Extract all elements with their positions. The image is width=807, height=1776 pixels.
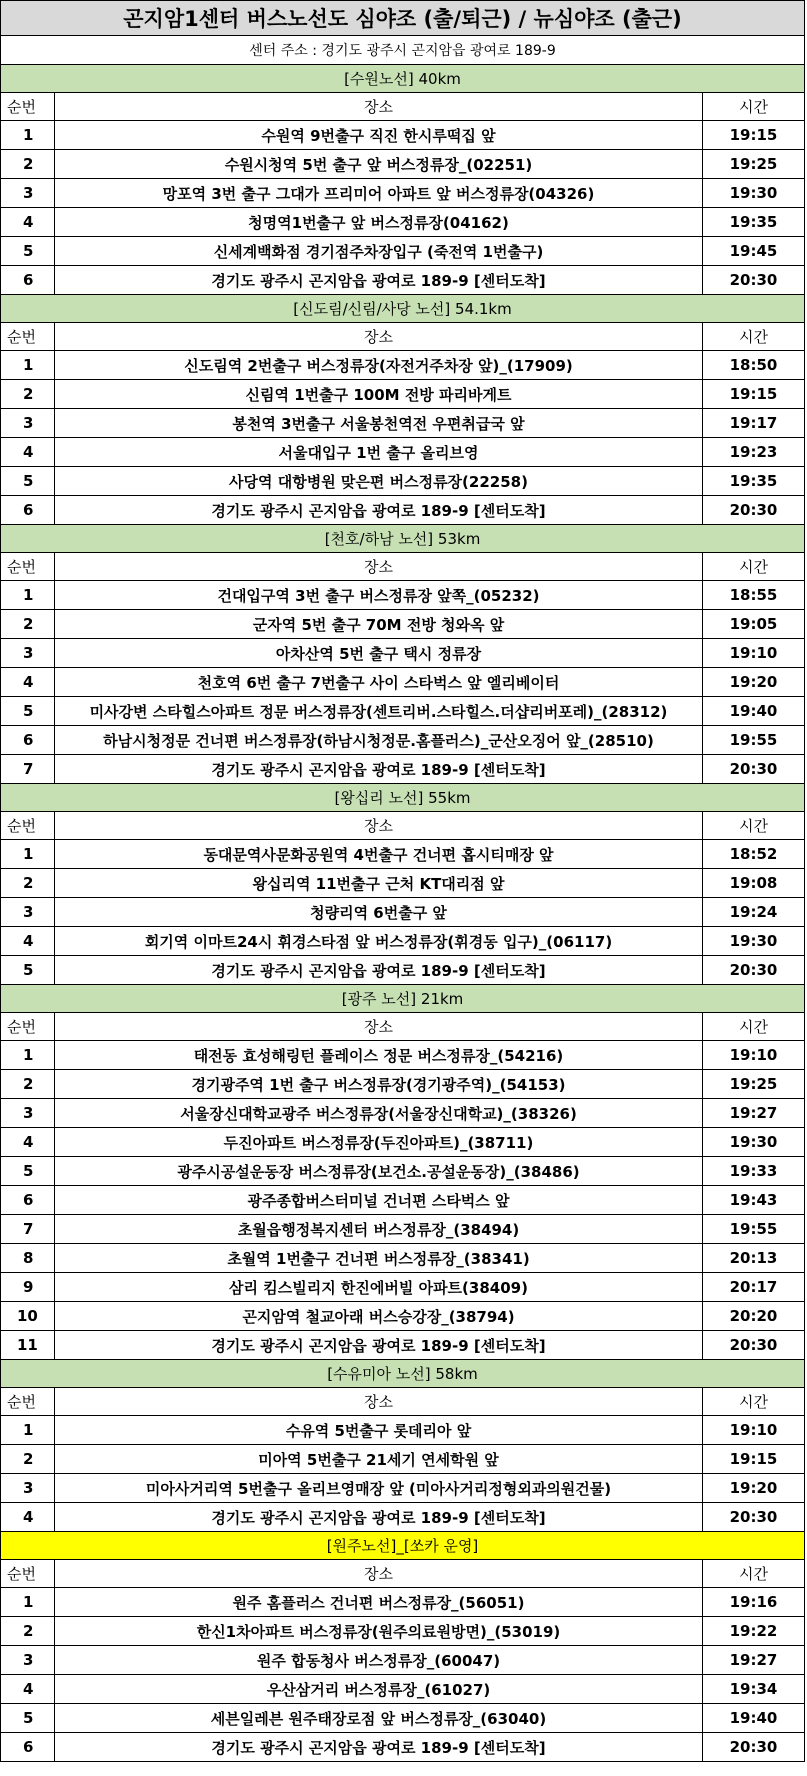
stop-place: 수유역 5번출구 롯데리아 앞 [55,1416,703,1445]
stop-place: 서울장신대학교광주 버스정류장(서울장신대학교)_(38326) [55,1099,703,1128]
column-header-row [1,323,805,351]
stop-place: 경기도 광주시 곤지암읍 광여로 189-9 [센터도착] [55,755,703,784]
table-row [1,1733,805,1762]
stop-time: 19:15 [703,121,805,150]
title-row [1,1,805,36]
stop-time: 20:30 [703,1503,805,1532]
stop-place: 한신1차아파트 버스정류장(원주의료원방면)_(53019) [55,1617,703,1646]
stop-number: 6 [1,266,55,295]
stop-place: 미아역 5번출구 21세기 연세학원 앞 [55,1445,703,1474]
stop-place: 광주종합버스터미널 건너편 스타벅스 앞 [55,1186,703,1215]
stop-number: 10 [1,1302,55,1331]
stop-place: 천호역 6번 출구 7번출구 사이 스타벅스 앞 엘리베이터 [55,668,703,697]
stop-number: 1 [1,1588,55,1617]
stop-place: 경기광주역 1번 출구 버스정류장(경기광주역)_(54153) [55,1070,703,1099]
column-header-time: 시간 [703,93,805,121]
stop-time: 19:25 [703,150,805,179]
column-header-time: 시간 [703,553,805,581]
stop-place: 왕십리역 11번출구 근처 KT대리점 앞 [55,869,703,898]
stop-time: 20:30 [703,956,805,985]
stop-time: 18:52 [703,840,805,869]
stop-number: 5 [1,697,55,726]
column-header-no: 순번 [1,323,55,351]
stop-place: 광주시공설운동장 버스정류장(보건소.공설운동장)_(38486) [55,1157,703,1186]
stop-number: 11 [1,1331,55,1360]
stop-place: 원주 홈플러스 건너편 버스정류장_(56051) [55,1588,703,1617]
column-header-no: 순번 [1,553,55,581]
stop-number: 4 [1,1503,55,1532]
table-row [1,438,805,467]
stop-place: 경기도 광주시 곤지암읍 광여로 189-9 [센터도착] [55,496,703,525]
column-header-no: 순번 [1,812,55,840]
stop-number: 3 [1,179,55,208]
stop-time: 19:40 [703,697,805,726]
stop-time: 19:35 [703,467,805,496]
stop-time: 19:10 [703,1041,805,1070]
stop-number: 8 [1,1244,55,1273]
stop-time: 19:20 [703,668,805,697]
table-row [1,1416,805,1445]
table-row [1,1186,805,1215]
stop-time: 19:05 [703,610,805,639]
stop-number: 4 [1,927,55,956]
table-row [1,840,805,869]
stop-number: 2 [1,610,55,639]
table-row [1,956,805,985]
stop-number: 6 [1,496,55,525]
stop-time: 19:30 [703,927,805,956]
column-header-time: 시간 [703,1560,805,1588]
stop-time: 19:17 [703,409,805,438]
stop-number: 3 [1,1474,55,1503]
column-header-row [1,1560,805,1588]
stop-number: 1 [1,840,55,869]
table-row [1,208,805,237]
stop-number: 3 [1,409,55,438]
stop-number: 3 [1,639,55,668]
stop-place: 청량리역 6번출구 앞 [55,898,703,927]
stop-place: 미아사거리역 5번출구 올리브영매장 앞 (미아사거리정형외과의원건물) [55,1474,703,1503]
table-row [1,1474,805,1503]
stop-place: 망포역 3번 출구 그대가 프리미어 아파트 앞 버스정류장(04326) [55,179,703,208]
stop-time: 20:30 [703,1331,805,1360]
stop-time: 19:10 [703,1416,805,1445]
stop-place: 경기도 광주시 곤지암읍 광여로 189-9 [센터도착] [55,1503,703,1532]
route-name: [수유미아 노선] 58km [1,1360,805,1388]
stop-time: 19:55 [703,1215,805,1244]
column-header-place: 장소 [55,1013,703,1041]
stop-number: 3 [1,1099,55,1128]
table-row [1,1675,805,1704]
stop-place: 미사강변 스타힐스아파트 정문 버스정류장(센트리버.스타힐스.더샵리버포레)_(28312) [55,697,703,726]
stop-time: 18:50 [703,351,805,380]
stop-time: 19:24 [703,898,805,927]
table-row [1,237,805,266]
table-row [1,1617,805,1646]
stop-place: 신세계백화점 경기점주차장입구 (죽전역 1번출구) [55,237,703,266]
stop-number: 2 [1,1445,55,1474]
column-header-place: 장소 [55,323,703,351]
stop-time: 19:27 [703,1646,805,1675]
stop-number: 5 [1,1157,55,1186]
stop-place: 초월읍행정복지센터 버스정류장_(38494) [55,1215,703,1244]
stop-place: 경기도 광주시 곤지암읍 광여로 189-9 [센터도착] [55,266,703,295]
column-header-row [1,93,805,121]
center-address: 센터 주소 : 경기도 광주시 곤지암읍 광여로 189-9 [1,36,805,65]
table-row [1,1331,805,1360]
table-row [1,755,805,784]
column-header-no: 순번 [1,1013,55,1041]
table-row [1,1041,805,1070]
stop-time: 20:30 [703,496,805,525]
table-row [1,1445,805,1474]
stop-number: 2 [1,1617,55,1646]
address-row [1,36,805,65]
stop-time: 19:40 [703,1704,805,1733]
route-header [1,985,805,1013]
table-row [1,1244,805,1273]
table-row [1,869,805,898]
stop-time: 20:30 [703,755,805,784]
stop-number: 3 [1,1646,55,1675]
stop-number: 6 [1,726,55,755]
stop-number: 4 [1,1128,55,1157]
stop-time: 19:15 [703,1445,805,1474]
stop-time: 19:16 [703,1588,805,1617]
stop-place: 서울대입구 1번 출구 올리브영 [55,438,703,467]
stop-number: 5 [1,467,55,496]
stop-time: 19:27 [703,1099,805,1128]
column-header-row [1,1013,805,1041]
stop-place: 삼리 킴스빌리지 한진에버빌 아파트(38409) [55,1273,703,1302]
route-header [1,1532,805,1560]
table-row [1,467,805,496]
stop-place: 초월역 1번출구 건너편 버스정류장_(38341) [55,1244,703,1273]
table-row [1,1099,805,1128]
table-row [1,639,805,668]
stop-time: 19:10 [703,639,805,668]
stop-time: 19:30 [703,1128,805,1157]
column-header-place: 장소 [55,812,703,840]
stop-place: 수원역 9번출구 직진 한시루떡집 앞 [55,121,703,150]
table-row [1,581,805,610]
stop-time: 20:20 [703,1302,805,1331]
route-name: [원주노선]_[쏘카 운영] [1,1532,805,1560]
table-row [1,898,805,927]
column-header-no: 순번 [1,93,55,121]
route-name: [신도림/신림/사당 노선] 54.1km [1,295,805,323]
table-row [1,1070,805,1099]
stop-place: 세븐일레븐 원주태장로점 앞 버스정류장_(63040) [55,1704,703,1733]
stop-place: 경기도 광주시 곤지암읍 광여로 189-9 [센터도착] [55,1331,703,1360]
stop-number: 2 [1,1070,55,1099]
stop-place: 곤지암역 철교아래 버스승강장_(38794) [55,1302,703,1331]
stop-place: 태전동 효성해링턴 플레이스 정문 버스정류장_(54216) [55,1041,703,1070]
route-name: [수원노선] 40km [1,65,805,93]
stop-number: 7 [1,1215,55,1244]
stop-time: 19:35 [703,208,805,237]
stop-time: 20:13 [703,1244,805,1273]
stop-time: 19:08 [703,869,805,898]
column-header-place: 장소 [55,1560,703,1588]
stop-time: 20:17 [703,1273,805,1302]
table-row [1,121,805,150]
stop-time: 20:30 [703,1733,805,1762]
stop-number: 6 [1,1186,55,1215]
column-header-place: 장소 [55,553,703,581]
table-row [1,1503,805,1532]
table-row [1,351,805,380]
stop-time: 19:55 [703,726,805,755]
stop-time: 19:20 [703,1474,805,1503]
stop-place: 경기도 광주시 곤지암읍 광여로 189-9 [센터도착] [55,1733,703,1762]
stop-number: 1 [1,121,55,150]
column-header-time: 시간 [703,1388,805,1416]
table-row [1,927,805,956]
stop-time: 19:25 [703,1070,805,1099]
table-row [1,409,805,438]
stop-place: 원주 합동청사 버스정류장_(60047) [55,1646,703,1675]
stop-time: 18:55 [703,581,805,610]
stop-place: 봉천역 3번출구 서울봉천역전 우편취급국 앞 [55,409,703,438]
stop-place: 우산삼거리 버스정류장_(61027) [55,1675,703,1704]
stop-number: 4 [1,1675,55,1704]
route-table-body [1,1,805,1762]
table-row [1,1157,805,1186]
stop-place: 수원시청역 5번 출구 앞 버스정류장_(02251) [55,150,703,179]
table-row [1,1273,805,1302]
stop-number: 2 [1,380,55,409]
stop-number: 2 [1,869,55,898]
stop-place: 회기역 이마트24시 휘경스타점 앞 버스정류장(휘경동 입구)_(06117) [55,927,703,956]
column-header-no: 순번 [1,1388,55,1416]
table-row [1,496,805,525]
route-name: [왕십리 노선] 55km [1,784,805,812]
table-row [1,1704,805,1733]
stop-place: 건대입구역 3번 출구 버스정류장 앞쪽_(05232) [55,581,703,610]
stop-time: 19:23 [703,438,805,467]
column-header-time: 시간 [703,1013,805,1041]
stop-place: 두진아파트 버스정류장(두진아파트)_(38711) [55,1128,703,1157]
stop-place: 신도림역 2번출구 버스정류장(자전거주차장 앞)_(17909) [55,351,703,380]
stop-number: 4 [1,438,55,467]
column-header-row [1,1388,805,1416]
stop-time: 20:30 [703,266,805,295]
stop-number: 4 [1,668,55,697]
route-header [1,65,805,93]
page-title: 곤지암1센터 버스노선도 심야조 (출/퇴근) / 뉴심야조 (출근) [1,1,805,36]
stop-number: 4 [1,208,55,237]
stop-number: 1 [1,581,55,610]
stop-number: 1 [1,351,55,380]
stop-time: 19:33 [703,1157,805,1186]
table-row [1,1128,805,1157]
stop-number: 3 [1,898,55,927]
stop-place: 아차산역 5번 출구 택시 정류장 [55,639,703,668]
table-row [1,726,805,755]
table-row [1,266,805,295]
column-header-place: 장소 [55,1388,703,1416]
stop-number: 1 [1,1041,55,1070]
route-header [1,1360,805,1388]
column-header-row [1,812,805,840]
stop-time: 19:43 [703,1186,805,1215]
stop-place: 사당역 대항병원 맞은편 버스정류장(22258) [55,467,703,496]
route-header [1,525,805,553]
stop-number: 7 [1,755,55,784]
table-row [1,150,805,179]
stop-number: 5 [1,956,55,985]
stop-time: 19:15 [703,380,805,409]
stop-time: 19:34 [703,1675,805,1704]
table-row [1,697,805,726]
stop-time: 19:22 [703,1617,805,1646]
column-header-no: 순번 [1,1560,55,1588]
route-header [1,295,805,323]
column-header-place: 장소 [55,93,703,121]
table-row [1,1588,805,1617]
stop-place: 군자역 5번 출구 70M 전방 청와옥 앞 [55,610,703,639]
table-row [1,179,805,208]
stop-time: 19:45 [703,237,805,266]
table-row [1,668,805,697]
column-header-row [1,553,805,581]
stop-place: 신림역 1번출구 100M 전방 파리바게트 [55,380,703,409]
table-row [1,380,805,409]
route-name: [광주 노선] 21km [1,985,805,1013]
stop-number: 9 [1,1273,55,1302]
stop-number: 5 [1,237,55,266]
stop-number: 2 [1,150,55,179]
table-row [1,610,805,639]
table-row [1,1646,805,1675]
stop-place: 청명역1번출구 앞 버스정류장(04162) [55,208,703,237]
stop-number: 6 [1,1733,55,1762]
stop-place: 하남시청정문 건너편 버스정류장(하남시청정문.홈플러스)_군산오징어 앞_(28510) [55,726,703,755]
column-header-time: 시간 [703,812,805,840]
stop-number: 5 [1,1704,55,1733]
stop-time: 19:30 [703,179,805,208]
stop-number: 1 [1,1416,55,1445]
column-header-time: 시간 [703,323,805,351]
table-row [1,1302,805,1331]
route-name: [천호/하남 노선] 53km [1,525,805,553]
route-header [1,784,805,812]
stop-place: 경기도 광주시 곤지암읍 광여로 189-9 [센터도착] [55,956,703,985]
stop-place: 동대문역사문화공원역 4번출구 건너편 홉시티매장 앞 [55,840,703,869]
table-row [1,1215,805,1244]
